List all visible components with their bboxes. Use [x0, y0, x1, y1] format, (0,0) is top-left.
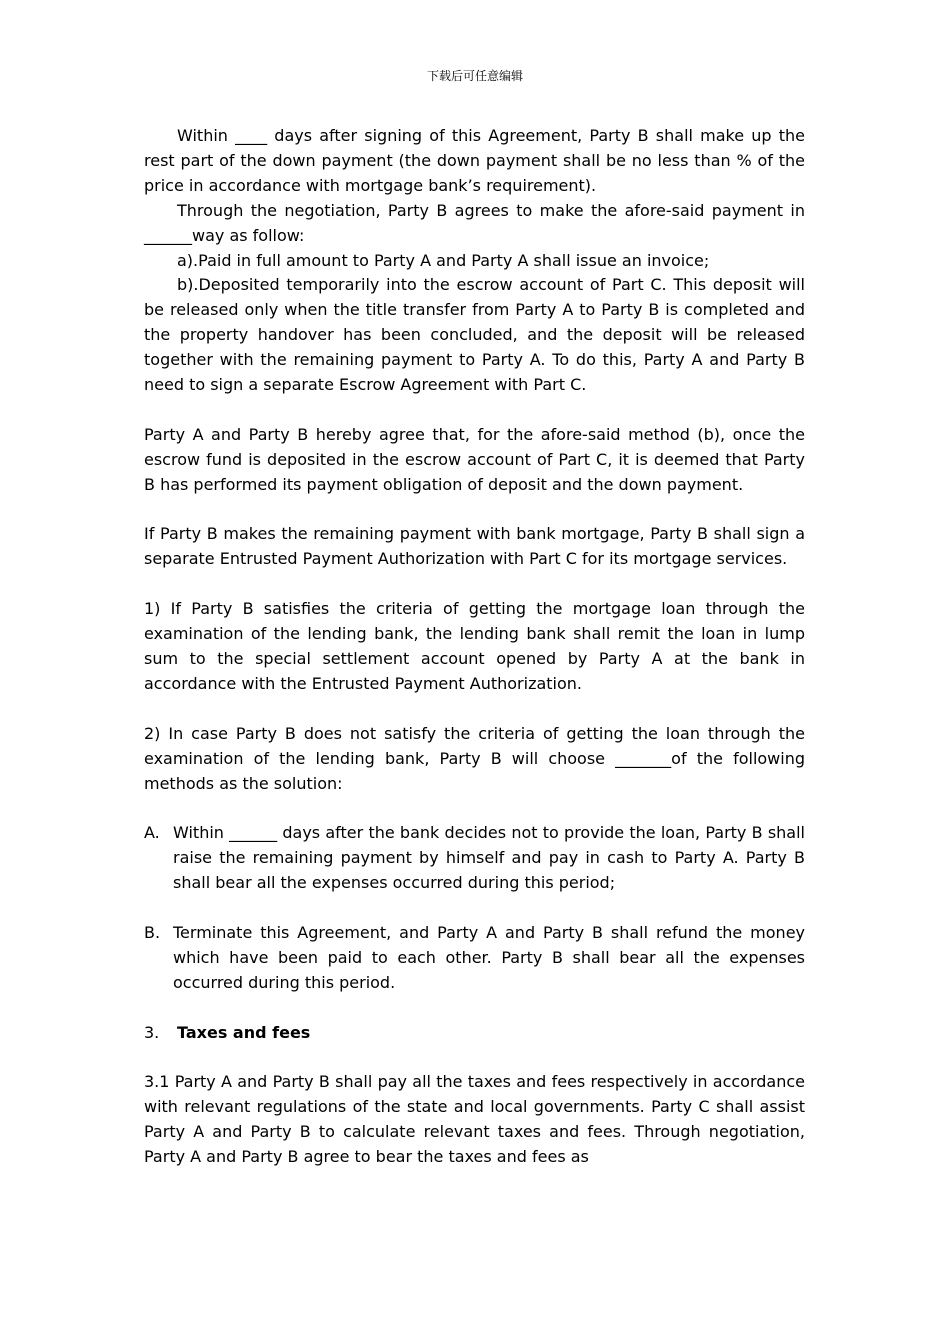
paragraph-down-payment: Within ____ days after signing of this Agreement, Party B shall make up the rest part of the down payment (the down payment shall be no less than % of the price in accordance with mortgage bank’s requirement).: [144, 126, 805, 195]
option-a-full-amount: a).Paid in full amount to Party A and Party A shall issue an invoice;: [177, 250, 710, 270]
spacer: [144, 697, 805, 722]
spacer: [144, 398, 805, 423]
list-marker-b: B.: [144, 922, 161, 942]
paragraph-loan-denied: 2) In case Party B does not satisfy the criteria of getting the loan through the examination of the lending bank, Party B will choose _______of the following methods as the solution:: [144, 723, 805, 793]
section-heading-taxes: [144, 1021, 805, 1046]
spacer: [144, 572, 805, 597]
paragraph-escrow-agreement: Party A and Party B hereby agree that, for the afore-said method (b), once the escrow fund is deposited in the escrow account of Part C, it is deemed that Party B has performed its payment obligation of deposit and the down payment.: [144, 424, 805, 494]
list-text-a: Within ______ days after the bank decides not to provide the loan, Party B shall raise the remaining payment by himself and pay in cash to Party A. Party B shall bear all the expenses occurred during this period;: [173, 823, 805, 893]
list-text-b: Terminate this Agreement, and Party A and Party B shall refund the money which have been paid to each other. Party B shall bear all the expenses occurred during this period.: [173, 922, 805, 992]
list-item-a: [144, 821, 805, 896]
spacer: [144, 796, 805, 821]
spacer: [144, 896, 805, 921]
list-marker-a: A.: [144, 823, 160, 843]
section-title: Taxes and fees: [177, 1022, 311, 1042]
spacer: [144, 498, 805, 523]
paragraph-payment-way: Through the negotiation, Party B agrees to make the afore-said payment in ______way as follow:: [144, 200, 805, 245]
option-b-escrow-deposit: b).Deposited temporarily into the escrow account of Part C. This deposit will be released only when the title transfer from Party A to Party B is completed and the property handover has been concluded, and the deposit will be released together with the remaining payment to Party A. To do this, Party A and Party B need to sign a separate Escrow Agreement with Part C.: [144, 275, 805, 395]
spacer: [144, 1045, 805, 1070]
section-number: 3.: [144, 1022, 160, 1042]
spacer: [144, 996, 805, 1021]
paragraph-taxes-fees: 3.1 Party A and Party B shall pay all the taxes and fees respectively in accordance with relevant regulations of the state and local governments. Party C shall assist Party A and Party B to calculate relevant taxes and fees. Through negotiation, Party A and Party B agree to bear the taxes and fees as: [144, 1072, 805, 1167]
paragraph-bank-mortgage: If Party B makes the remaining payment with bank mortgage, Party B shall sign a separate Entrusted Payment Authorization with Part C for its mortgage services.: [144, 524, 805, 569]
page-header: 下载后可任意编辑: [426, 69, 523, 83]
list-item-b: [144, 921, 805, 996]
paragraph-loan-approved: 1) If Party B satisfies the criteria of getting the mortgage loan through the examination of the lending bank, the lending bank shall remit the loan in lump sum to the special settlement account opened by Party A at the bank in accordance with the Entrusted Payment Authorization.: [144, 599, 805, 693]
document-body: [144, 124, 805, 1170]
